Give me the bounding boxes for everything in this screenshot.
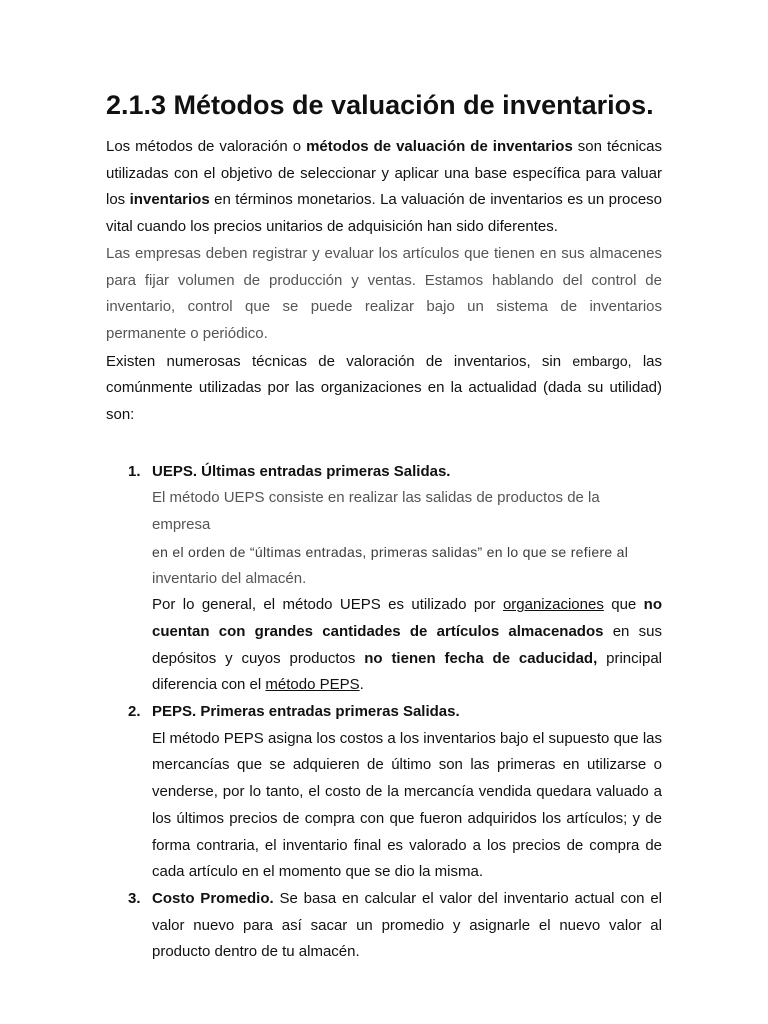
text-run: Por lo general, el método UEPS es utilizado por (152, 596, 503, 614)
item-text: inventario del almacén. (152, 569, 307, 587)
intro-paragraph-1 (106, 134, 662, 241)
text-run: Los métodos de valoración o (106, 138, 307, 155)
intro-paragraph-3 (106, 348, 662, 429)
list-item (106, 699, 662, 886)
text-run: . (359, 676, 364, 694)
list-number: 2. (128, 703, 141, 721)
text-run: embargo, (572, 352, 632, 369)
organizaciones-link[interactable]: organizaciones (502, 596, 604, 614)
text-run: son técnicas utilizadas con el objetivo de seleccionar y aplicar una base específica para valuar los (106, 138, 663, 209)
metodo-peps-link[interactable]: método PEPS (265, 676, 360, 694)
bold-term: métodos de valuación de inventarios (306, 138, 573, 155)
item-title: UEPS. Últimas entradas primeras Salidas. (152, 462, 451, 480)
intro-paragraph-2: Las empresas deben registrar y evaluar los artículos que tienen en sus almacenes para fijar volumen de producción y ventas. Estamos hablando del control de inventario, control que se puede realizar bajo un sistema de inventarios permanente o periódico. (106, 244, 662, 342)
item-paragraph: El método PEPS asigna los costos a los inventarios bajo el supuesto que las mercancías que se adquieren de último son las primeras en utilizarse o venderse, por lo tanto, el costo de la mercancía vendida quedara valuado a los últimos precios de compra con que fueron adquiridos los artículos; y de forma contraria, el inventario final es valorado a los precios de compra de cada artículo en el momento que se dio la misma. (152, 729, 662, 881)
item-paragraph (152, 886, 662, 966)
text-run: Se basa en calcular el valor del inventario actual con el valor nuevo para así sacar un promedio y asignarle el nuevo valor al producto dentro de tu almacén. (152, 889, 662, 961)
section-heading: 2.1.3 Métodos de valuación de inventarios. (106, 90, 654, 120)
methods-list (106, 459, 662, 966)
item-paragraph (152, 592, 662, 699)
bold-term: no tienen fecha de caducidad, (364, 649, 598, 667)
item-text: en el orden de “últimas entradas, primeras salidas” en lo que se refiere al (152, 543, 629, 560)
bold-term: no cuentan con grandes cantidades de artículos almacenados (152, 596, 662, 640)
list-number: 1. (128, 462, 141, 480)
text-run: en términos monetarios. La valuación de inventarios es un proceso vital cuando los precios unitarios de adquisición han sido diferentes. (106, 191, 663, 236)
bold-term: inventarios (129, 191, 210, 209)
item-title: Costo Promedio. (152, 889, 274, 907)
list-number: 3. (128, 889, 141, 907)
text-run: Existen numerosas técnicas de valoración de inventarios, sin (106, 352, 573, 370)
text-run: en sus depósitos y cuyos productos (152, 622, 662, 667)
text-run: las comúnmente utilizadas por las organizaciones en la actualidad (dada su utilidad) son: (106, 352, 662, 424)
item-title: PEPS. Primeras entradas primeras Salidas. (152, 703, 460, 721)
text-run: principal diferencia con el (152, 649, 662, 694)
list-item (106, 459, 662, 699)
text-run: que (603, 596, 644, 614)
item-text: El método UEPS consiste en realizar las salidas de productos de la empresa (152, 489, 600, 534)
list-item (106, 886, 662, 966)
